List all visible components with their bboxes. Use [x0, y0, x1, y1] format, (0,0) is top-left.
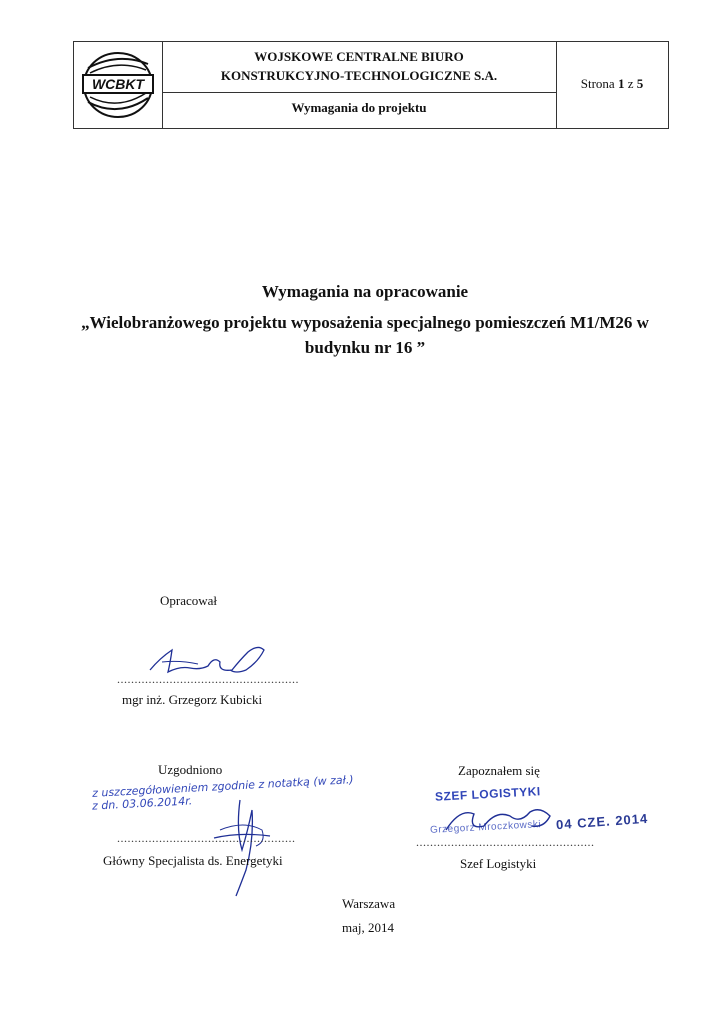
- stamp-name: Grzegorz Mroczkowski: [429, 819, 542, 836]
- agreed-dots: ...................................................: [117, 831, 296, 845]
- wcbkt-logo: [74, 42, 162, 128]
- company-line-2: KONSTRUKCYJNO-TECHNOLOGICZNE S.A.: [220, 68, 498, 83]
- title-line-2: „Wielobranżowego projektu wyposażenia specjalnego pomieszczeń M1/M26 w: [81, 313, 649, 332]
- acknowledged-dots: ...................................................: [416, 835, 595, 849]
- company-row: [162, 42, 556, 93]
- company-name: [162, 47, 556, 85]
- title-line-1: Wymagania na opracowanie: [261, 282, 469, 301]
- prepared-dots: ....................................................: [117, 672, 299, 686]
- title-line-3: budynku nr 16 ”: [304, 338, 426, 357]
- logo-text: WCBKT: [91, 76, 145, 92]
- page-prefix: Strona: [580, 76, 615, 91]
- stamp-date: 04 CZE. 2014: [555, 810, 649, 833]
- agreed-role: Główny Specjalista ds. Energetyki: [103, 853, 283, 868]
- footer-date: maj, 2014: [342, 920, 394, 935]
- acknowledged-role: Szef Logistyki: [460, 856, 537, 871]
- prepared-label: Opracował: [160, 593, 218, 608]
- agreed-handwritten-note-2: z dn. 03.06.2014r.: [91, 794, 193, 813]
- page-sep: z: [627, 76, 634, 91]
- agreed-label: Uzgodniono: [158, 762, 223, 777]
- document-title: [60, 279, 670, 360]
- prepared-name: mgr inż. Grzegorz Kubicki: [122, 692, 263, 707]
- document-header: [73, 41, 669, 129]
- signature-logistyki: [440, 800, 570, 840]
- acknowledged-label: Zapoznałem się: [458, 763, 540, 778]
- agreed-handwritten-note-1: z uszczegółowieniem zgodnie z notatką (w zał.): [91, 773, 354, 800]
- stamp-title: SZEF LOGISTYKI: [434, 784, 541, 804]
- header-doc-title: Wymagania do projektu: [291, 100, 427, 115]
- company-line-1: WOJSKOWE CENTRALNE BIURO: [254, 49, 464, 64]
- page-current: 1: [617, 76, 625, 91]
- footer-city: Warszawa: [342, 896, 396, 911]
- page-number: [556, 76, 668, 92]
- company-cell: [162, 42, 557, 128]
- logo-cell: [74, 42, 163, 128]
- page-total: 5: [636, 76, 644, 91]
- page-cell: [556, 42, 668, 128]
